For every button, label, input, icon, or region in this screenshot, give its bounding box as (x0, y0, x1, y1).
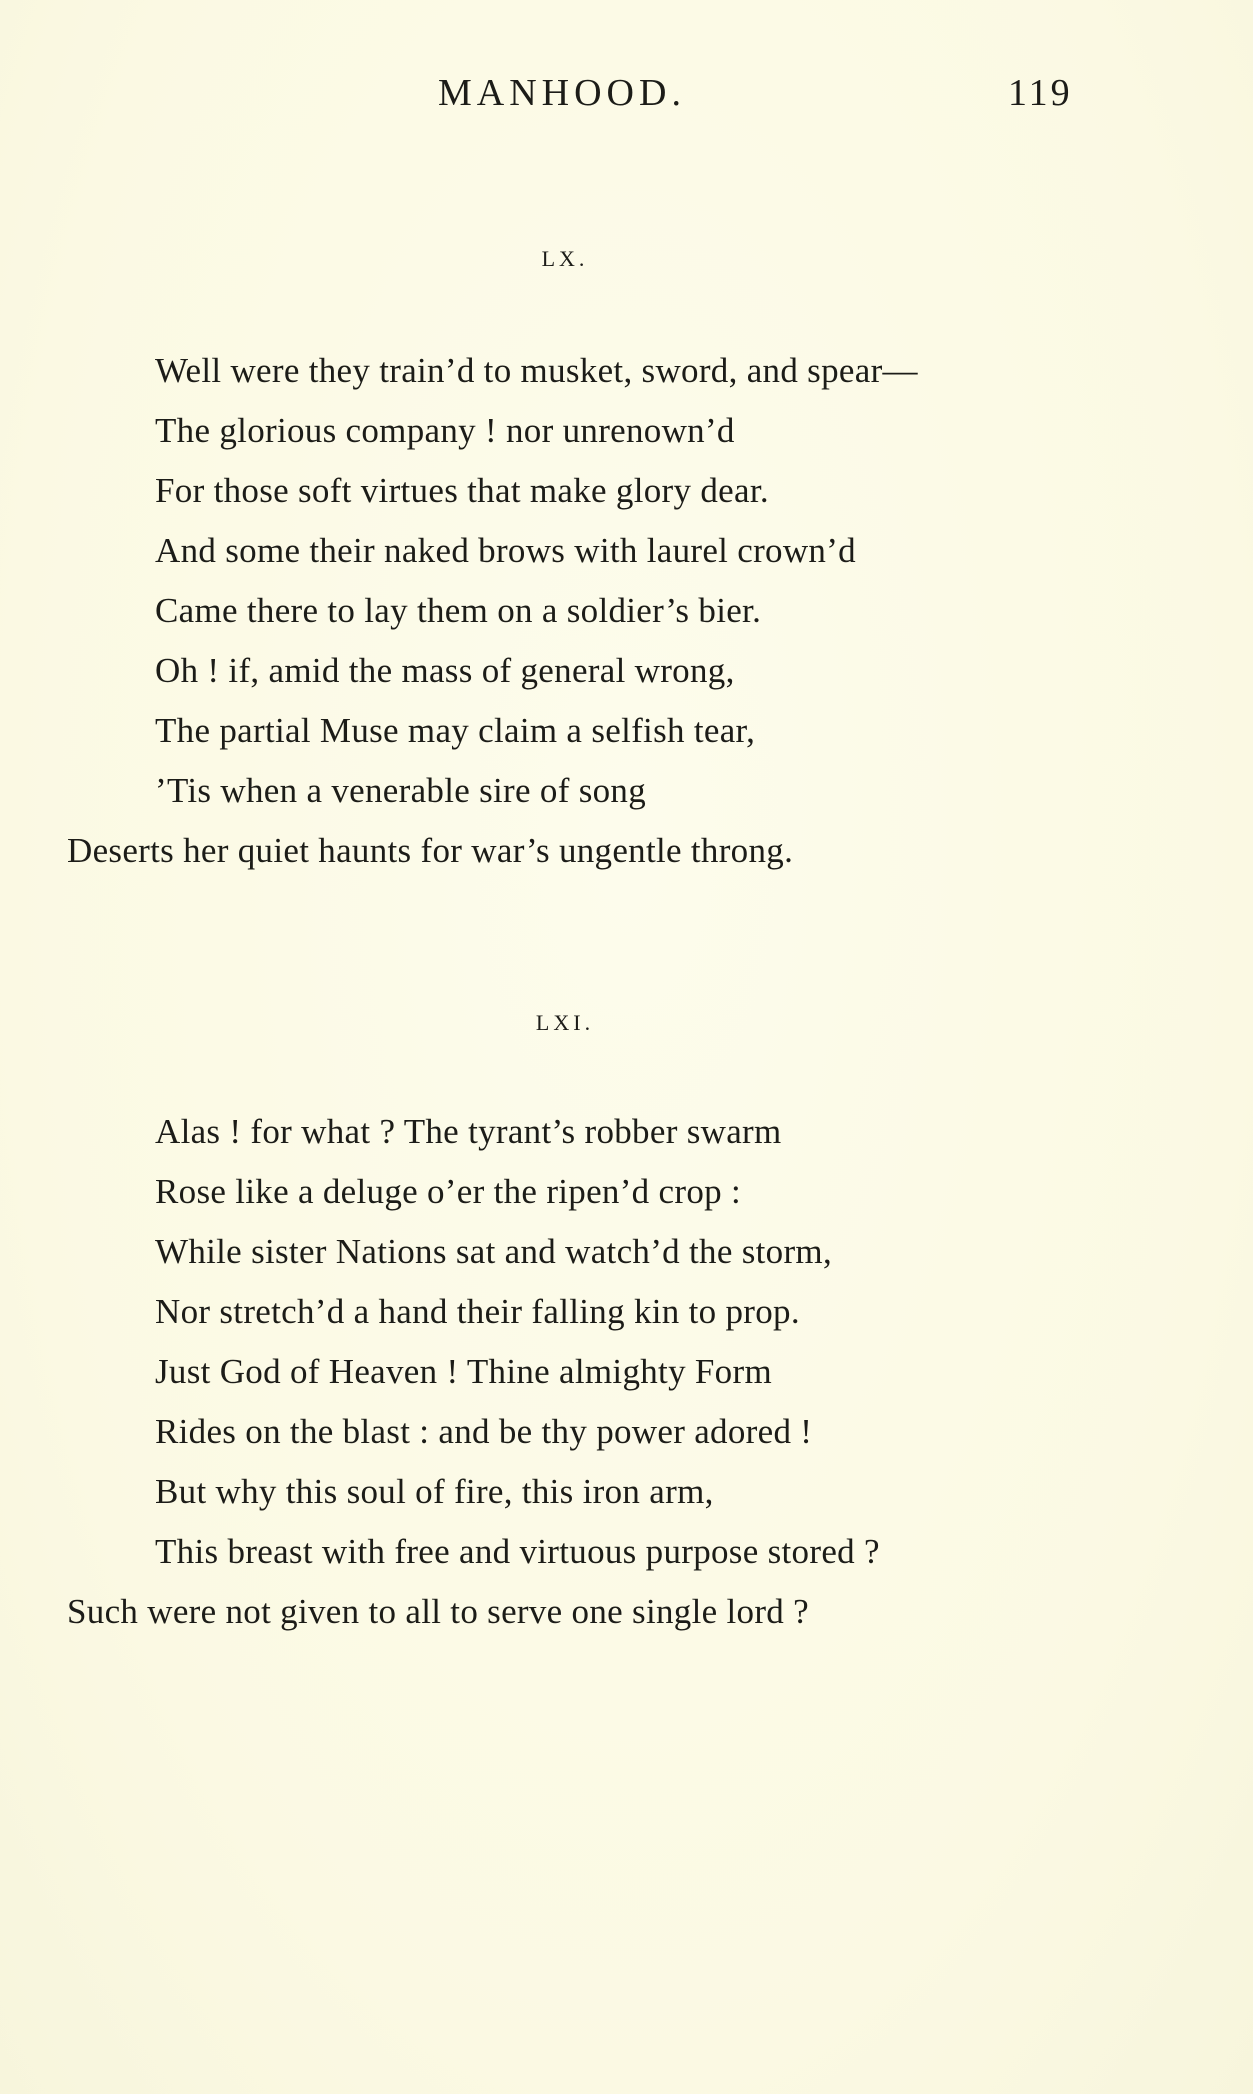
verse-line: Came there to lay them on a soldier’s bier. (155, 591, 762, 630)
page-number: 119 (1008, 72, 1073, 114)
verse-line: This breast with free and virtuous purpose stored ? (155, 1532, 880, 1571)
verse-line: Nor stretch’d a hand their falling kin to prop. (155, 1292, 800, 1331)
verse-line: ’Tis when a venerable sire of song (155, 771, 647, 810)
verse-line: The partial Muse may claim a selfish tear, (155, 711, 756, 750)
running-title: MANHOOD. (438, 72, 686, 114)
verse-line: Deserts her quiet haunts for war’s ungentle throng. (67, 831, 794, 870)
verse-line: Rose like a deluge o’er the ripen’d crop : (155, 1172, 741, 1211)
stanza-number: LX. (541, 246, 589, 271)
verse-line: And some their naked brows with laurel crown’d (155, 531, 856, 570)
verse-line: The glorious company ! nor unrenown’d (155, 411, 735, 450)
verse-line: Alas ! for what ? The tyrant’s robber swarm (155, 1112, 782, 1151)
verse-line: Oh ! if, amid the mass of general wrong, (155, 651, 735, 690)
verse-line: Such were not given to all to serve one single lord ? (67, 1592, 809, 1631)
verse-line: But why this soul of fire, this iron arm, (155, 1472, 714, 1511)
running-head (0, 68, 1253, 118)
verse-line: Well were they train’d to musket, sword, and spear— (155, 351, 918, 390)
stanza-number: LXI. (535, 1010, 595, 1035)
verse-line: Just God of Heaven ! Thine almighty Form (155, 1352, 772, 1391)
verse-line: Rides on the blast : and be thy power adored ! (155, 1412, 813, 1451)
verse-line: For those soft virtues that make glory dear. (155, 471, 769, 510)
verse-line: While sister Nations sat and watch’d the storm, (155, 1232, 832, 1271)
